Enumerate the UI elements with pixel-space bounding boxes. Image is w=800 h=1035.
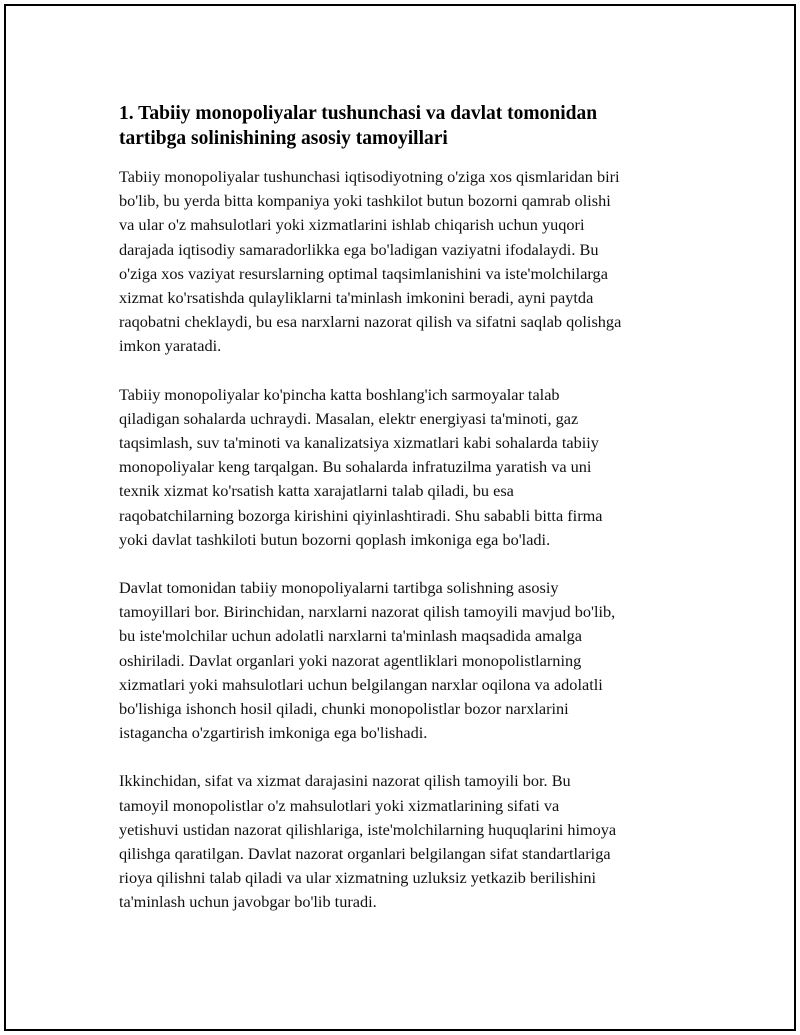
paragraph-3: Davlat tomonidan tabiiy monopoliyalarni tartibga solishning asosiy tamoyillari bor. Birinchidan, narxlarni nazorat qilish tamoyili mavjud bo'lib, bu iste'molchilar uchun adolatli narxlarni ta'minlash maqsadida amalga oshiriladi. Davlat organlari yoki nazorat agentliklari monopolistlarning xizmatlari yoki mahsulotlari uchun belgilangan narxlar oqilona va adolatli bo'lishiga ishonch hosil qiladi, chunki monopolistlar bozor narxlarini istagancha o'zgartirish imkoniga ega bo'lishadi. [119,578,616,743]
page-border [4,4,796,1031]
document-body [119,101,701,939]
section-heading: 1. Tabiiy monopoliyalar tushunchasi va davlat tomonidan tartibga solinishining asosiy tamoyillari [119,103,598,149]
paragraph-2: Tabiiy monopoliyalar ko'pincha katta boshlang'ich sarmoyalar talab qiladigan sohalarda uchraydi. Masalan, elektr energiyasi ta'minoti, gaz taqsimlash, suv ta'minoti va kanalizatsiya xizmatlari kabi sohalarda tabiiy monopoliyalar keng tarqalgan. Bu sohalarda infratuzilma yaratish va uni texnik xizmat ko'rsatish katta xarajatlarni talab qiladi, bu esa raqobatchilarning bozorga kirishini qiyinlashtiradi. Shu sababli bitta firma yoki davlat tashkiloti butun bozorni qoplash imkoniga ega bo'ladi. [119,384,603,549]
paragraph-1: Tabiiy monopoliyalar tushunchasi iqtisodiyotning o'ziga xos qismlaridan biri bo'lib, bu yerda bitta kompaniya yoki tashkilot butun bozorni qamrab olishi va ular o'z mahsulotlari yoki xizmatlarini ishlab chiqarish uchun yuqori darajada iqtisodiy samaradorlikka ega bo'ladigan vaziyatni ifodalaydi. Bu o'ziga xos vaziyat resurslarning optimal taqsimlanishini va iste'molchilarga xizmat ko'rsatishda qulayliklarni ta'minlash imkonini beradi, ayni paytda raqobatni cheklaydi, bu esa narxlarni nazorat qilish va sifatni saqlab qolishga imkon yaratadi. [119,167,622,356]
paragraph-4: Ikkinchidan, sifat va xizmat darajasini nazorat qilish tamoyili bor. Bu tamoyil monopolistlar o'z mahsulotlari yoki xizmatlarining sifati va yetishuvi ustidan nazorat qilishlariga, iste'molchilarning huquqlarini himoya qilishga qaratilgan. Davlat nazorat organlari belgilangan sifat standartlariga rioya qilishni talab qiladi va ular xizmatning uzluksiz yetkazib berilishini ta'minlash uchun javobgar bo'lib turadi. [119,771,617,912]
